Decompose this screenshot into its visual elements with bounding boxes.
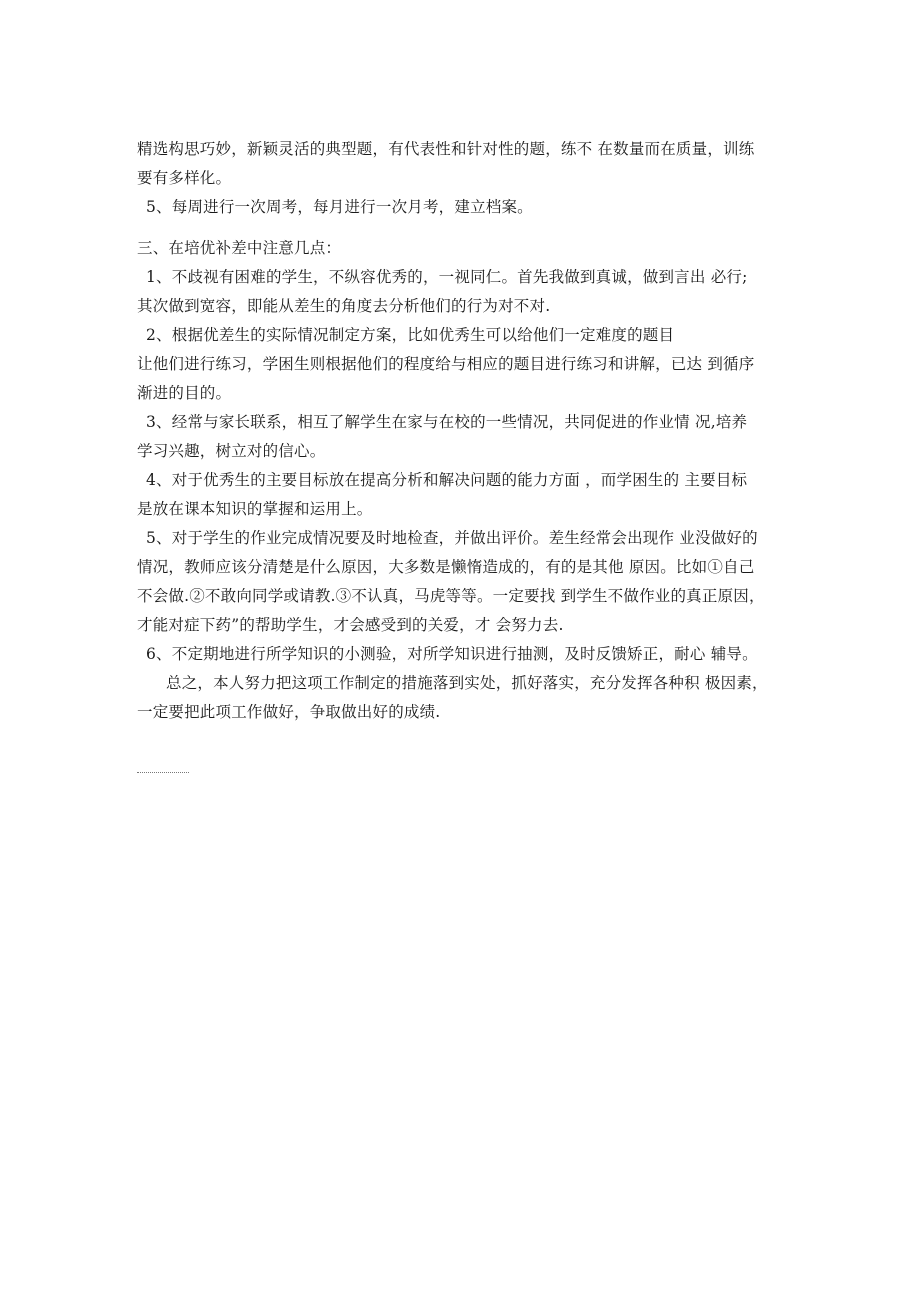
document-body xyxy=(137,135,785,727)
text-line: 5、对于学生的作业完成情况要及时地检查，并做出评价。差生经常会出现作 业没做好的 xyxy=(146,529,758,547)
text-line: 6、不定期地进行所学知识的小测验，对所学知识进行抽测，及时反馈矫正，耐心 辅导。 xyxy=(146,645,758,663)
text-line: 4、对于优秀生的主要目标放在提高分析和解决问题的能力方面 ，而学困生的 主要目标 xyxy=(146,471,748,489)
text-line: 其次做到宽容，即能从差生的角度去分析他们的行为对不对. xyxy=(137,297,551,315)
text-line: 不会做.②不敢向同学或请教.③不认真，马虎等等。一定要找 到学生不做作业的真正原因， xyxy=(137,587,765,605)
text-line: 是放在课本知识的掌握和运用上。 xyxy=(137,500,373,518)
paragraph-gap xyxy=(137,222,785,234)
text-line: 三、在培优补差中注意几点： xyxy=(137,239,342,257)
text-line: 精选构思巧妙，新颖灵活的典型题，有代表性和针对性的题，练不 在数量而在质量，训练 xyxy=(137,140,755,158)
text-line: 才能对症下药”的帮助学生，才会感受到的关爱，才 会努力去. xyxy=(137,616,564,634)
text-line: 3、经常与家长联系，相互了解学生在家与在校的一些情况，共同促进的作业情 况,培养 xyxy=(146,413,748,431)
text-line: 渐进的目的。 xyxy=(137,384,232,402)
text-line: 总之，本人努力把这项工作制定的措施落到实处，抓好落实，充分发挥各种积 极因素， xyxy=(166,674,768,692)
text-line: 让他们进行练习，学困生则根据他们的程度给与相应的题目进行练习和讲解，已达 到循序 xyxy=(137,355,755,373)
text-line: 1、不歧视有困难的学生，不纵容优秀的，一视同仁。首先我做到真诚，做到言出 必行; xyxy=(146,268,748,286)
text-line: 5、每周进行一次周考，每月进行一次月考，建立档案。 xyxy=(146,198,533,216)
text-line: 2、根据优差生的实际情况制定方案，比如优秀生可以给他们一定难度的题目 xyxy=(146,326,675,344)
text-line: 情况，教师应该分清楚是什么原因，大多数是懒惰造成的，有的是其他 原因。比如①自己 xyxy=(137,558,755,576)
text-line: 要有多样化。 xyxy=(137,169,232,187)
text-line: 学习兴趣，树立对的信心。 xyxy=(137,442,326,460)
text-line: 一定要把此项工作做好，争取做出好的成绩. xyxy=(137,703,441,721)
footnote-divider xyxy=(137,772,189,773)
